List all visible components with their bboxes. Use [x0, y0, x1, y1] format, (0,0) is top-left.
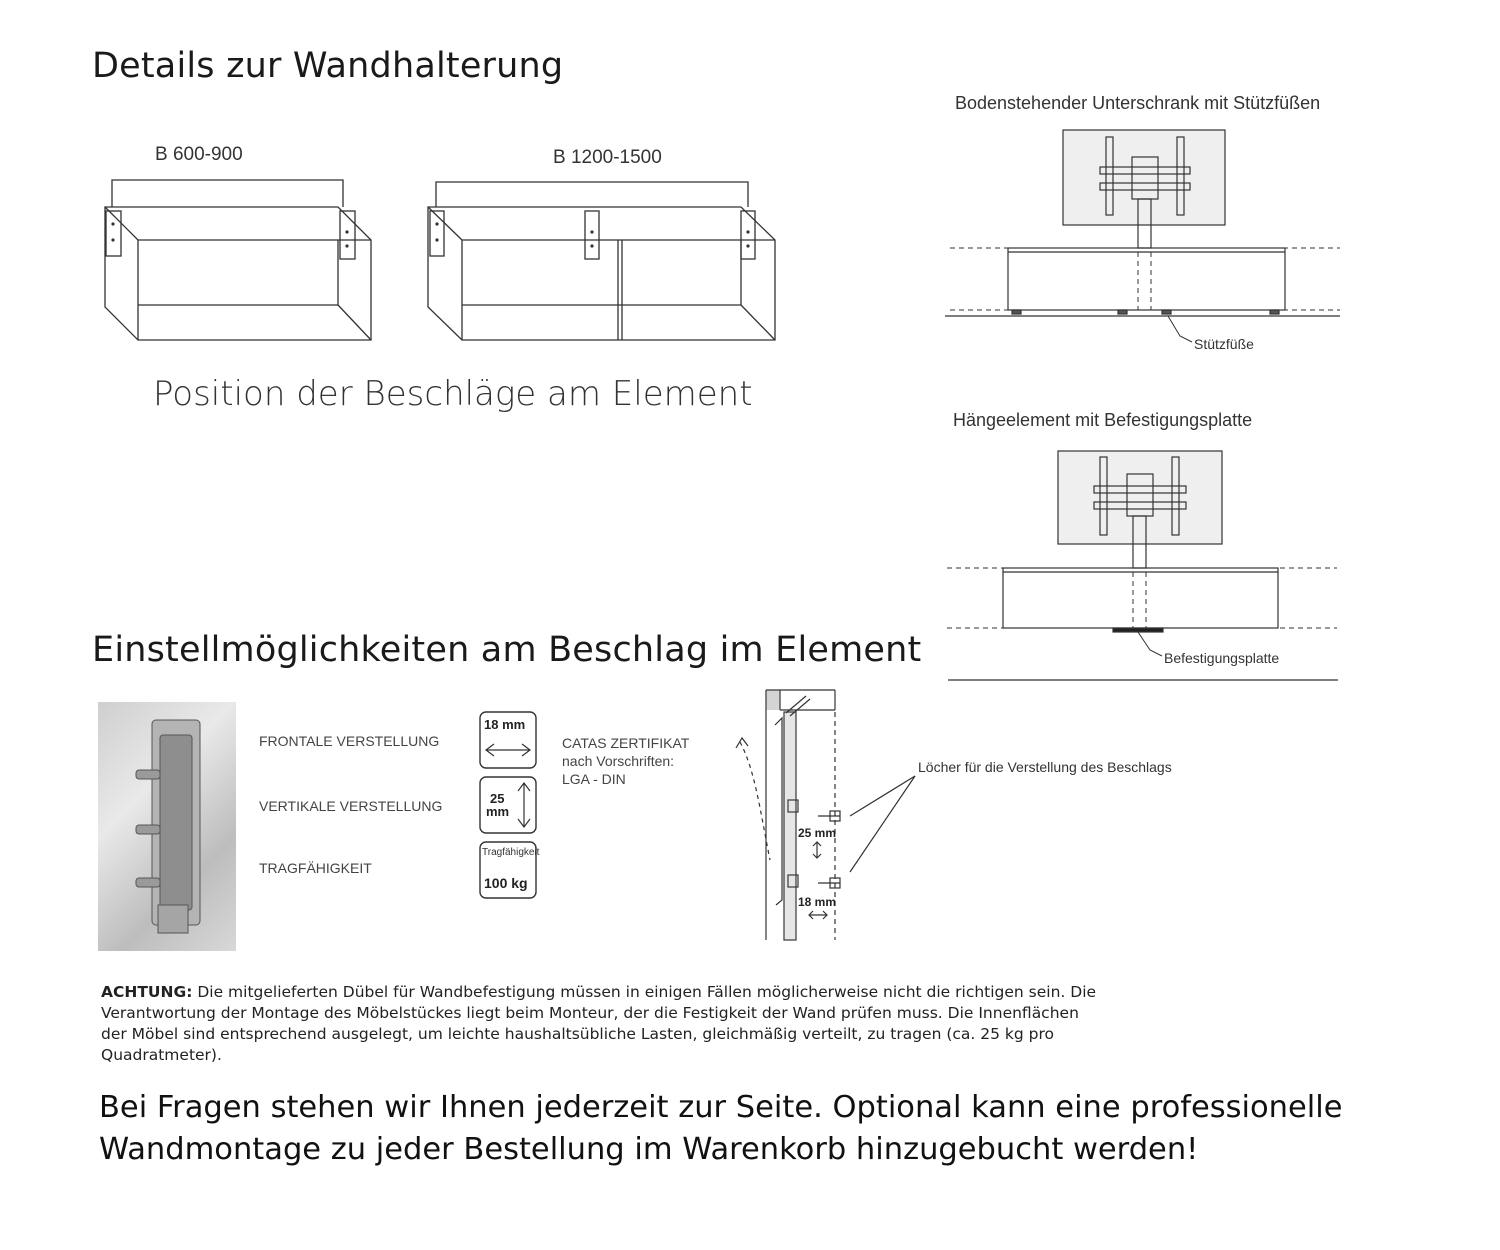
- vertical-box-value-unit: mm: [486, 804, 510, 819]
- cert-regulations: nach Vorschriften:: [562, 753, 675, 769]
- adjust-holes-callout: Löcher für die Verstellung des Beschlags: [918, 759, 1172, 775]
- vertical-adjust-label: VERTIKALE VERSTELLUNG: [259, 798, 443, 814]
- warning-label: ACHTUNG:: [101, 983, 193, 1001]
- capacity-label: TRAGFÄHIGKEIT: [259, 860, 372, 876]
- cert-title: CATAS ZERTIFIKAT: [562, 735, 690, 751]
- large-cabinet-width-label: B 1200-1500: [553, 147, 662, 168]
- vertical-box-value-number: 25: [490, 791, 505, 806]
- frontal-adjust-label: FRONTALE VERSTELLUNG: [259, 733, 440, 749]
- adjustment-section-title: Einstellmöglichkeiten am Beschlag im Element: [92, 630, 922, 670]
- hanging-unit-title: Hängeelement mit Befestigungsplatte: [953, 410, 1253, 430]
- warning-note: [101, 982, 1101, 1066]
- section-dim-frontal: 18 mm: [798, 895, 837, 909]
- frontal-box-value: 18 mm: [484, 717, 526, 732]
- small-cabinet-width-label: B 600-900: [155, 144, 243, 165]
- section-dim-vertical: 25 mm: [798, 826, 837, 840]
- mounting-plate-callout: Befestigungsplatte: [1164, 650, 1280, 666]
- cert-standards: LGA - DIN: [562, 771, 626, 787]
- capacity-box-value: 100 kg: [484, 875, 528, 891]
- page-title: Details zur Wandhalterung: [92, 46, 564, 86]
- warning-text: Die mitgelieferten Dübel für Wandbefestigung müssen in einigen Fällen möglicherweise nicht die richtigen sein. Die Verantwortung der Montage des Möbelstückes liegt beim Monteur, der die Festigkeit der Wand prüfen muss. Die Innenflächen der Möbel sind entsprechend ausgelegt, um leichte haushaltsübliche Lasten, gleichmäßig verteilt, zu tragen (ca. 25 kg pro Quadratmeter).: [101, 983, 1097, 1064]
- floor-feet-callout: Stützfüße: [1194, 336, 1254, 352]
- floor-unit-title: Bodenstehender Unterschrank mit Stützfüßen: [955, 93, 1321, 113]
- capacity-box-label: Tragfähigkeit: [482, 847, 540, 858]
- contact-footer: Bei Fragen stehen wir Ihnen jederzeit zur Seite. Optional kann eine professionelle Wandmontage zu jeder Bestellung im Warenkorb hinzugebucht werden!: [99, 1090, 1343, 1167]
- fitting-position-caption: Position der Beschläge am Element: [153, 374, 753, 414]
